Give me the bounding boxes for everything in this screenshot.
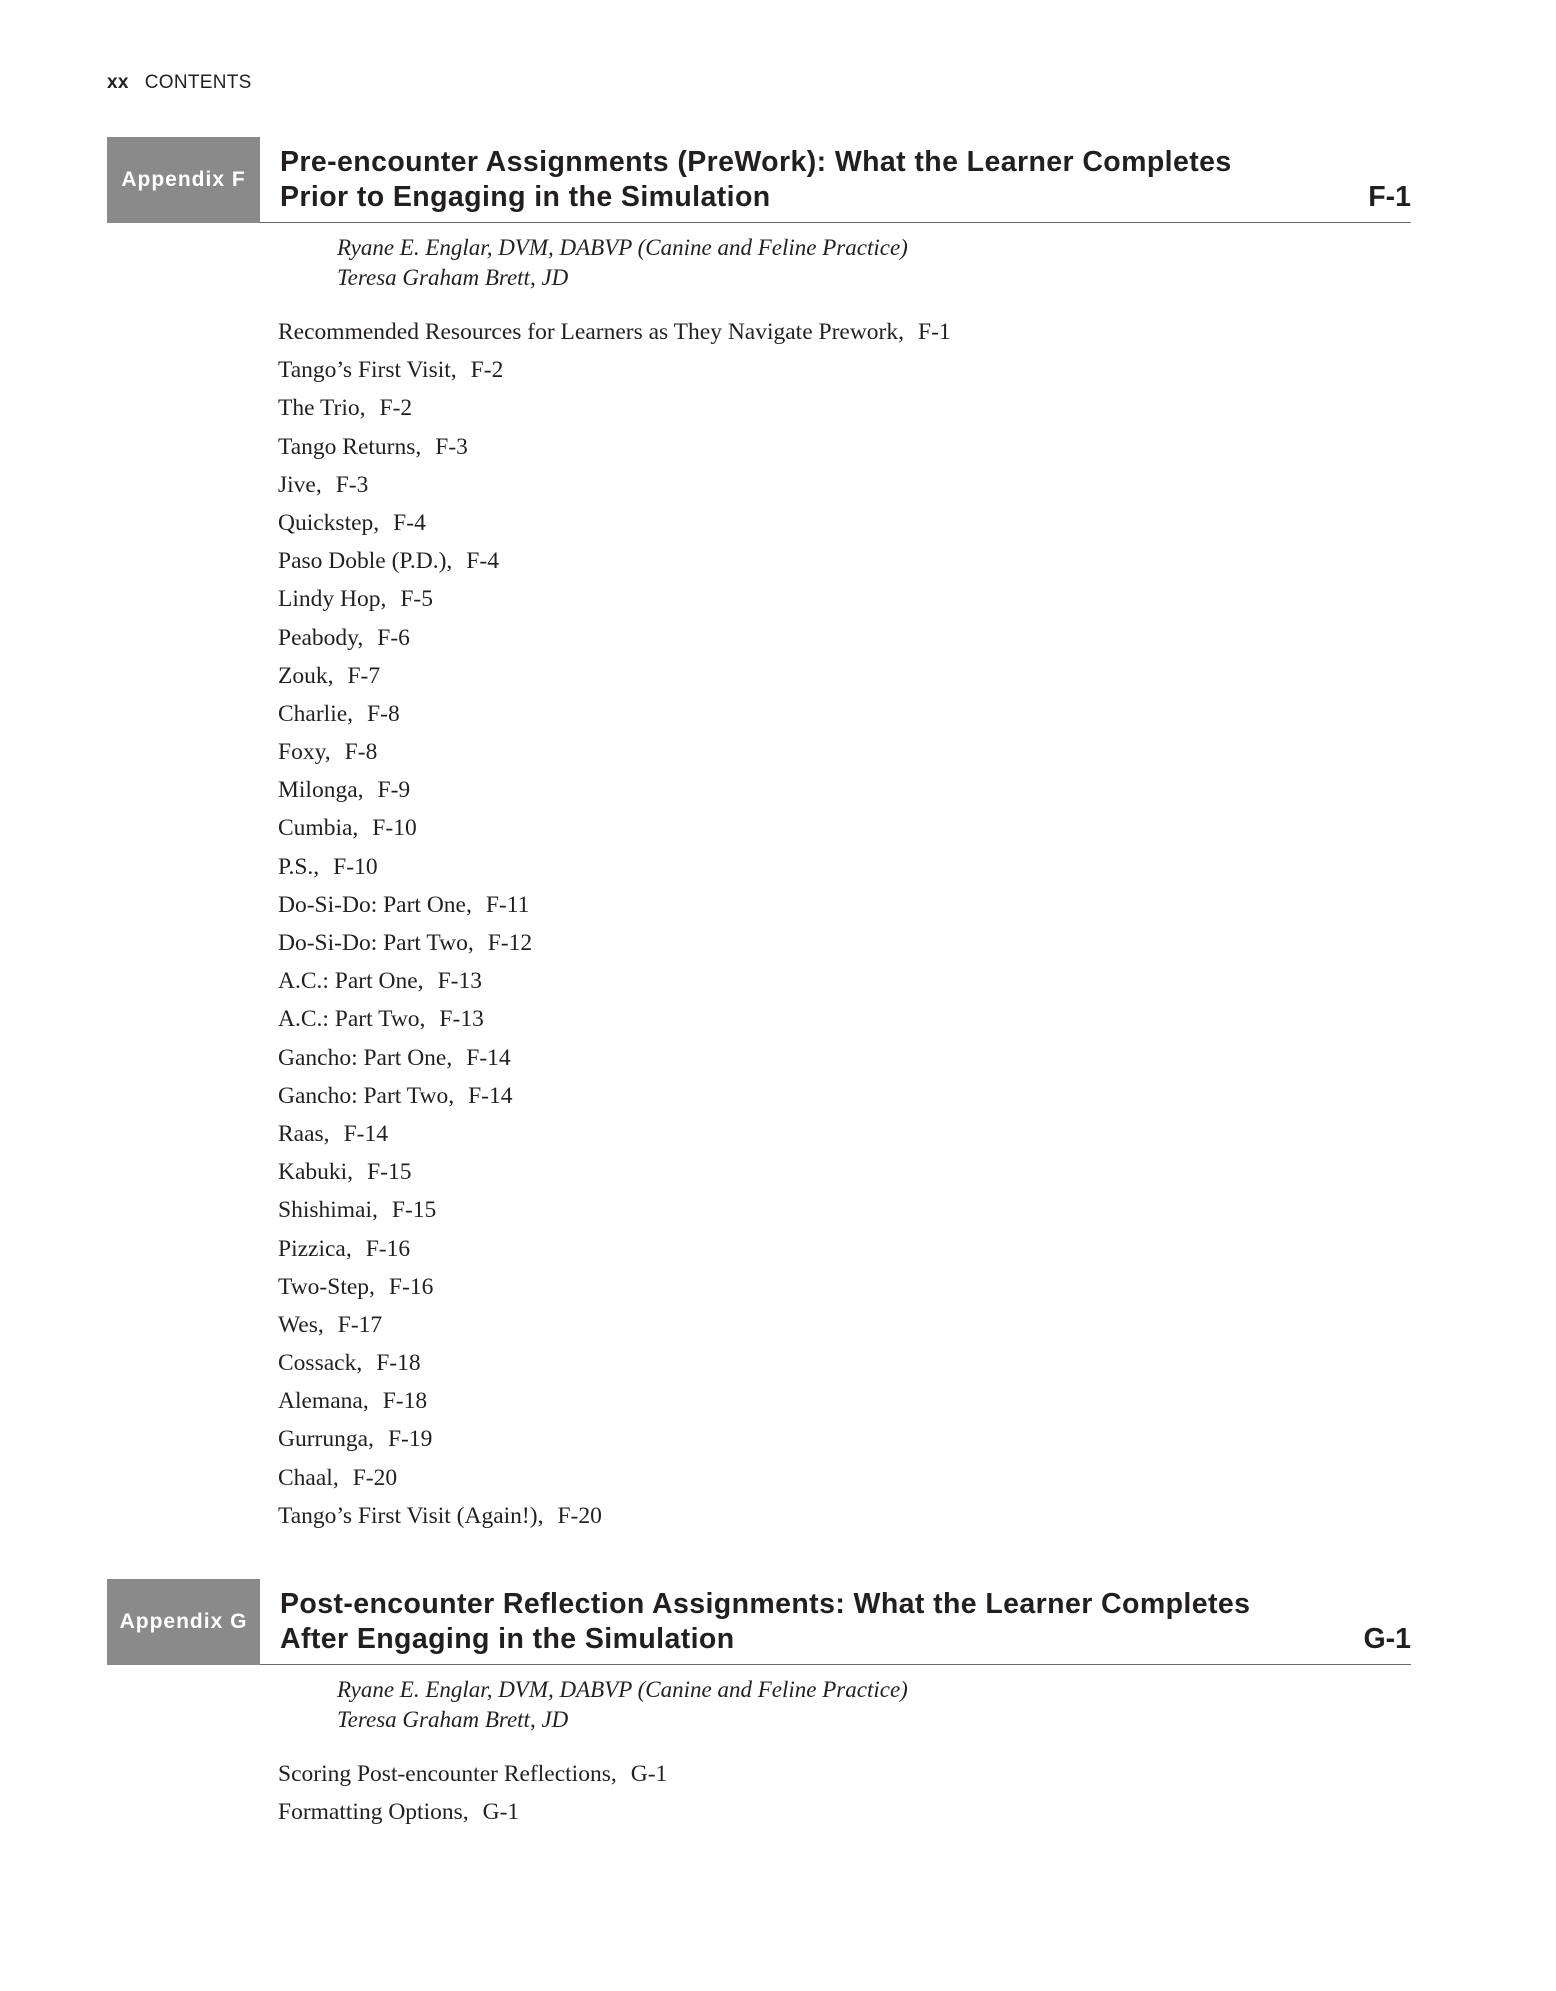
toc-entry-title: P.S.,: [278, 853, 320, 880]
page-folio: xx: [107, 72, 129, 93]
toc-entry-title: A.C.: Part One,: [278, 968, 424, 995]
appendix-f-heading: [107, 137, 1411, 223]
author-line: Ryane E. Englar, DVM, DABVP (Canine and Feline Practice): [337, 1677, 908, 1702]
toc-entry: [278, 924, 1411, 962]
toc-entry: [278, 1191, 1411, 1229]
toc-entry: [278, 504, 1411, 542]
toc-entry-page: F-14: [468, 1082, 513, 1109]
toc-entry-page: F-3: [335, 471, 369, 498]
appendix-g-title: [280, 1587, 1280, 1657]
toc-entry: [278, 1382, 1411, 1420]
appendix-f-rule: [260, 222, 1411, 223]
toc-entry-title: Raas,: [278, 1120, 330, 1147]
toc-entry-page: F-15: [391, 1197, 437, 1224]
toc-entry: [278, 466, 1411, 504]
toc-entry: [278, 962, 1411, 1000]
toc-entry-page: G-1: [482, 1799, 520, 1826]
toc-entry-page: F-3: [435, 433, 468, 460]
toc-entry-page: F-8: [367, 700, 400, 727]
toc-entry-title: Gancho: Part One,: [278, 1044, 453, 1071]
toc-entry-title: Quickstep,: [278, 509, 380, 536]
toc-entry-page: F-13: [437, 968, 482, 995]
toc-entry-page: F-20: [352, 1464, 398, 1491]
toc-entry: [278, 1115, 1411, 1153]
toc-entry-title: Paso Doble (P.D.),: [278, 548, 453, 575]
toc-entry: [278, 733, 1411, 771]
toc-entry-page: F-1: [918, 319, 951, 345]
toc-entry-title: Jive,: [278, 471, 322, 498]
toc-entry-page: F-11: [485, 891, 530, 918]
toc-entry-title: Formatting Options,: [278, 1799, 469, 1826]
toc-entry: [278, 1459, 1411, 1497]
author-line: Ryane E. Englar, DVM, DABVP (Canine and Feline Practice): [337, 235, 908, 260]
toc-entry-page: F-7: [347, 662, 381, 689]
toc-entry-title: Lindy Hop,: [278, 586, 387, 613]
toc-entry-title: The Trio,: [278, 395, 366, 422]
appendix-f-title-line2: Prior to Engaging in the Simulation: [280, 181, 771, 213]
appendix-g-entries: [278, 1755, 1411, 1831]
toc-entry: [278, 657, 1411, 695]
author-line: Teresa Graham Brett, JD: [337, 1707, 569, 1732]
toc-entry-title: Chaal,: [278, 1464, 339, 1491]
toc-entry-title: Cumbia,: [278, 815, 359, 842]
toc-entry: [278, 1039, 1411, 1077]
toc-entry-title: Two-Step,: [278, 1273, 375, 1300]
toc-entry: [278, 695, 1411, 733]
appendix-g-rule: [260, 1664, 1411, 1665]
appendix-g-tag: Appendix G: [107, 1579, 260, 1665]
toc-entry-title: Tango Returns,: [278, 433, 422, 460]
toc-entry-page: F-2: [379, 395, 413, 422]
toc-entry-title: Recommended Resources for Learners as They Navigate Prework,: [278, 319, 905, 345]
toc-entry-page: F-5: [400, 586, 434, 613]
toc-entry-title: Wes,: [278, 1311, 324, 1338]
appendix-g-heading: [107, 1579, 1411, 1665]
toc-entry-page: F-4: [466, 548, 499, 575]
toc-entry: [278, 1153, 1411, 1191]
appendix-f-authors: [337, 233, 1411, 293]
appendix-g-title-line2: After Engaging in the Simulation: [280, 1623, 735, 1655]
toc-entry-title: Gancho: Part Two,: [278, 1082, 455, 1109]
toc-entry: [278, 1306, 1411, 1344]
toc-entry: [278, 1230, 1411, 1268]
toc-entry: [278, 1755, 1411, 1793]
appendix-g-section: [107, 1579, 1411, 1831]
toc-entry: [278, 1793, 1411, 1831]
toc-entry-page: F-10: [372, 815, 417, 842]
toc-entry-title: Pizzica,: [278, 1235, 352, 1262]
toc-entry-title: Cossack,: [278, 1350, 363, 1377]
appendix-f-title-line1: Pre-encounter Assignments (PreWork): What the Learner Completes: [280, 146, 1232, 178]
toc-entry: [278, 886, 1411, 924]
appendix-f-tag: Appendix F: [107, 137, 260, 223]
toc-entry-title: Do-Si-Do: Part One,: [278, 891, 472, 918]
toc-entry-page: F-18: [382, 1388, 428, 1415]
toc-entry-page: F-2: [470, 357, 504, 384]
appendix-g-title-line1: Post-encounter Reflection Assignments: What the Learner Completes: [280, 1588, 1251, 1620]
toc-entry-page: F-14: [343, 1120, 388, 1147]
appendix-f-page: F-1: [1368, 181, 1411, 213]
toc-entry: [278, 1344, 1411, 1382]
toc-entry-page: F-9: [377, 777, 411, 804]
toc-entry-title: Do-Si-Do: Part Two,: [278, 930, 474, 956]
toc-entry: [278, 1077, 1411, 1115]
toc-entry: [278, 1497, 1411, 1535]
toc-entry-page: F-16: [365, 1235, 411, 1262]
toc-entry: [278, 848, 1411, 886]
toc-entry: [278, 809, 1411, 847]
author-line: Teresa Graham Brett, JD: [337, 265, 569, 290]
toc-entry-page: F-10: [333, 853, 378, 880]
toc-entry-title: Gurrunga,: [278, 1426, 374, 1453]
appendix-f-section: [107, 137, 1411, 1535]
toc-entry: [278, 313, 1411, 351]
toc-entry-page: F-16: [388, 1273, 434, 1300]
appendix-f-title: [280, 145, 1280, 215]
toc-entry: [278, 619, 1411, 657]
toc-entry-title: Foxy,: [278, 739, 331, 766]
toc-entry-page: F-14: [466, 1044, 511, 1071]
appendix-g-authors: [337, 1675, 1411, 1735]
toc-entry: [278, 389, 1411, 427]
toc-entry-title: Alemana,: [278, 1388, 369, 1415]
toc-entry: [278, 771, 1411, 809]
toc-entry-title: Tango’s First Visit (Again!),: [278, 1502, 544, 1529]
toc-entry-page: F-17: [337, 1311, 383, 1338]
running-head-section: CONTENTS: [144, 72, 252, 93]
toc-entry-page: F-13: [439, 1006, 484, 1033]
toc-entry-page: F-15: [367, 1159, 412, 1186]
toc-entry: [278, 542, 1411, 580]
toc-entry-page: F-19: [387, 1426, 433, 1453]
toc-entry-title: Shishimai,: [278, 1197, 378, 1224]
toc-entry-page: F-6: [377, 624, 410, 651]
toc-entry: [278, 1000, 1411, 1038]
toc-entry-page: F-8: [344, 739, 378, 766]
toc-entry: [278, 1420, 1411, 1458]
toc-entry-title: Scoring Post-encounter Reflections,: [278, 1761, 617, 1787]
toc-entry: [278, 351, 1411, 389]
toc-entry: [278, 428, 1411, 466]
toc-entry-title: Peabody,: [278, 624, 364, 651]
toc-entry-title: Zouk,: [278, 662, 334, 689]
appendix-g-page: G-1: [1363, 1623, 1411, 1655]
toc-entry: [278, 580, 1411, 618]
toc-entry: [278, 1268, 1411, 1306]
toc-entry-title: A.C.: Part Two,: [278, 1006, 426, 1033]
toc-entry-page: F-12: [487, 930, 533, 956]
toc-entry-page: F-18: [376, 1350, 421, 1377]
toc-entry-page: G-1: [630, 1761, 668, 1787]
toc-entry-title: Milonga,: [278, 777, 364, 804]
appendix-f-entries: [278, 313, 1411, 1535]
toc-entry-page: F-20: [557, 1502, 602, 1529]
toc-entry-title: Charlie,: [278, 700, 354, 727]
running-head: [107, 72, 252, 94]
toc-entry-title: Kabuki,: [278, 1159, 354, 1186]
toc-entry-page: F-4: [393, 509, 426, 536]
toc-entry-title: Tango’s First Visit,: [278, 357, 457, 384]
